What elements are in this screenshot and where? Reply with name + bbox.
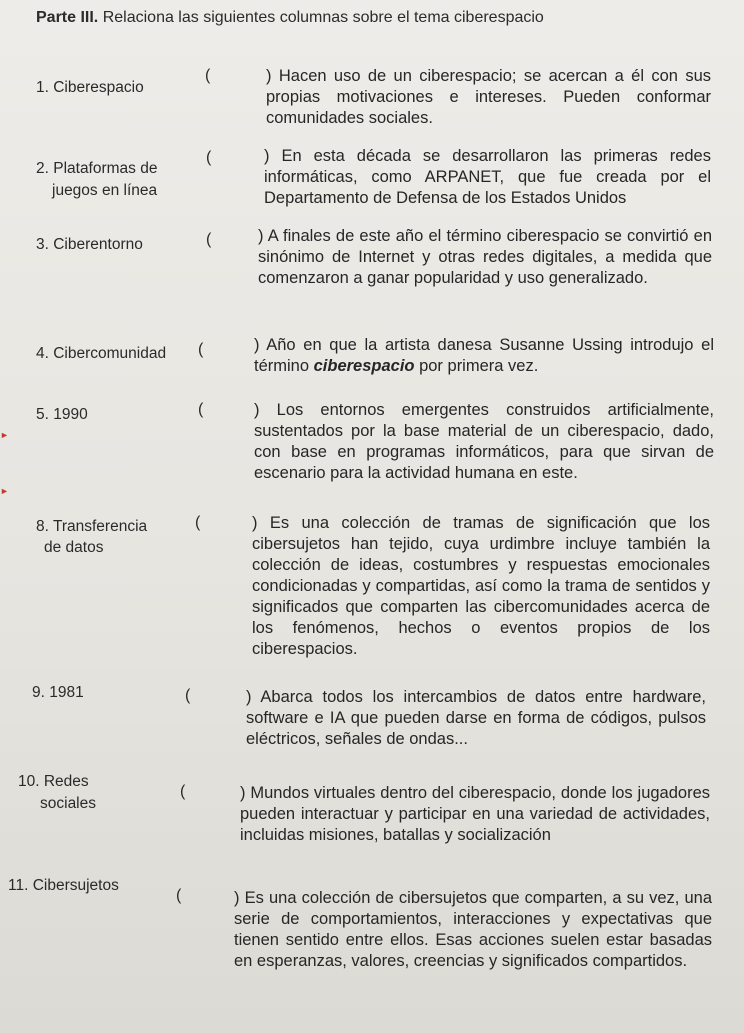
- close-paren: ): [254, 336, 260, 354]
- definition-3: [258, 226, 712, 289]
- close-paren: ): [240, 784, 246, 802]
- margin-mark: ►: [0, 430, 9, 440]
- definition-text: Mundos virtuales dentro del ciberespacio, donde los jugadores pueden interactuar y participar en una variedad de actividades, incluidas misiones, batallas y socialización: [240, 784, 711, 844]
- definition-text: A finales de este año el término ciberespacio se convirtió en sinónimo de Internet y otras redes digitales, a medida que comenzaron a ganar popularidad y uso generalizado.: [258, 227, 712, 287]
- term-8: [18, 771, 96, 815]
- term-label: 11. Cibersujetos: [8, 877, 119, 894]
- section-instructions: Relaciona las siguientes columnas sobre el tema ciberespacio: [102, 9, 544, 26]
- definition-5: [254, 400, 714, 484]
- definition-text-before: Año en que la artista danesa Susanne Ussing introdujo el término: [254, 336, 714, 375]
- term-label-cont: de datos: [44, 539, 104, 556]
- close-paren: ): [264, 147, 270, 165]
- definition-text-after: por primera vez.: [414, 357, 539, 375]
- answer-blank-open-5[interactable]: (: [198, 401, 204, 418]
- close-paren: ): [252, 514, 258, 532]
- term-1: [36, 78, 144, 98]
- answer-blank-open-3[interactable]: (: [206, 231, 212, 248]
- definition-text: Abarca todos los intercambios de datos entre hardware, software e IA que pueden darse en forma de códigos, pulsos eléctricos, señales de ondas...: [246, 688, 706, 748]
- section-title: [36, 8, 544, 28]
- definition-4: [254, 335, 714, 377]
- close-paren: ): [254, 401, 260, 419]
- term-label: 1. Ciberespacio: [36, 79, 144, 96]
- answer-blank-open-9[interactable]: (: [176, 887, 182, 904]
- close-paren: ): [234, 889, 240, 907]
- term-label-cont: juegos en línea: [52, 182, 158, 199]
- term-label: 3. Ciberentorno: [36, 236, 143, 253]
- answer-blank-open-4[interactable]: (: [198, 341, 204, 358]
- close-paren: ): [246, 688, 252, 706]
- term-label: 8. Transferencia: [36, 518, 148, 535]
- definition-text: Los entornos emergentes construidos artificialmente, sustentados por la base material de un ciberespacio, dado, con base en programas informáticos, para que sirvan de escenario para la actividad humana en este.: [254, 401, 714, 482]
- definition-1: [266, 66, 711, 129]
- definition-8: [240, 783, 710, 846]
- section-label: Parte III.: [36, 9, 99, 26]
- term-5: [36, 405, 88, 425]
- definition-6: [252, 513, 710, 660]
- term-label: 4. Cibercomunidad: [36, 345, 167, 362]
- definition-7: [246, 687, 706, 750]
- definition-emphasis: ciberespacio: [313, 357, 415, 375]
- term-label: 10. Redes: [18, 773, 89, 790]
- term-label: 9. 1981: [32, 684, 84, 701]
- close-paren: ): [258, 227, 264, 245]
- term-label-cont: sociales: [40, 795, 96, 812]
- term-3: [36, 235, 143, 255]
- answer-blank-open-7[interactable]: (: [185, 687, 191, 704]
- definition-2: [264, 146, 711, 209]
- answer-blank-open-2[interactable]: (: [206, 149, 212, 166]
- answer-blank-open-8[interactable]: (: [180, 783, 186, 800]
- term-9: [8, 876, 119, 896]
- definition-text: Hacen uso de un ciberespacio; se acercan a él con sus propias motivaciones e intereses. Pueden conformar comunidades sociales.: [266, 67, 711, 127]
- answer-blank-open-6[interactable]: (: [195, 514, 201, 531]
- definition-text: Es una colección de cibersujetos que comparten, a su vez, una serie de comportamientos, interacciones y expectativas que tienen sentido entre ellos. Esas acciones suelen estar basadas en esperanzas, valores, creencias y significados compartidos.: [234, 889, 712, 970]
- answer-blank-open-1[interactable]: (: [205, 67, 211, 84]
- definition-9: [234, 888, 712, 972]
- definition-text: Es una colección de tramas de significación que los cibersujetos han tejido, cuya urdimbre incluye también la colección de ideas, costumbres y respuestas emocionales condicionadas y compartidas, así como la trama de sentidos y significados que comparten las cibercomunidades acerca de los fenómenos, hechos o eventos propios de los ciberespacios.: [252, 514, 710, 658]
- term-7: [32, 683, 84, 703]
- term-2: [36, 158, 157, 202]
- close-paren: ): [266, 67, 272, 85]
- term-label: 2. Plataformas de: [36, 160, 158, 177]
- term-4: [36, 344, 166, 364]
- term-6: [36, 516, 147, 558]
- definition-text: En esta década se desarrollaron las primeras redes informáticas, como ARPANET, que fue creada por el Departamento de Defensa de los Estados Unidos: [264, 147, 711, 207]
- margin-mark: ►: [0, 486, 9, 496]
- term-label: 5. 1990: [36, 406, 88, 423]
